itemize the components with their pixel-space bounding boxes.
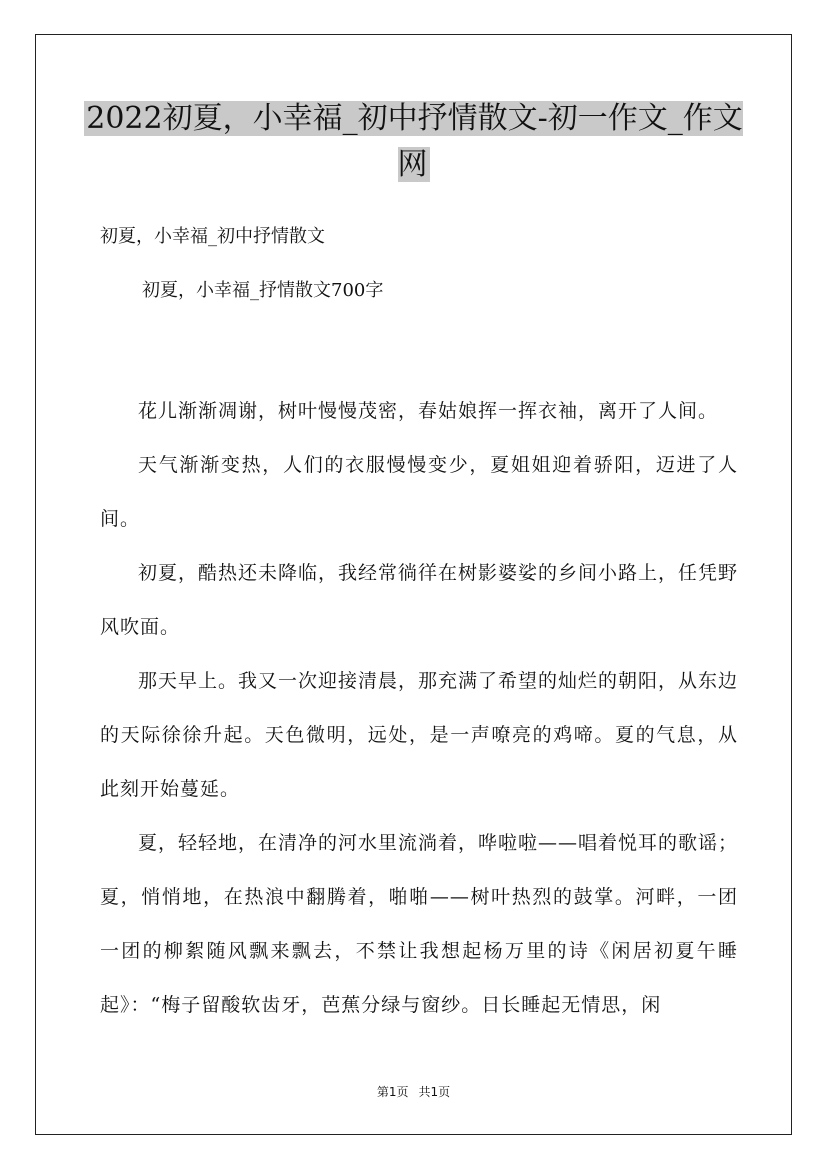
page-footer xyxy=(0,1084,827,1100)
title-highlight: 2022初夏，小幸福_初中抒情散文-初一作文_作文网 xyxy=(86,101,743,182)
page-number: 第1页 xyxy=(376,1085,409,1099)
document-intro: 初夏，小幸福_抒情散文700字 xyxy=(142,280,384,301)
page-total: 共1页 xyxy=(418,1085,451,1099)
paragraph: 初夏，酷热还未降临，我经常徜徉在树影婆娑的乡间小路上，任凭野风吹面。 xyxy=(100,562,739,638)
document-body xyxy=(100,384,738,1032)
paragraph: 那天早上。我又一次迎接清晨，那充满了希望的灿烂的朝阳，从东边的天际徐徐升起。天色微明，远处，是一声嘹亮的鸡啼。夏的气息，从此刻开始蔓延。 xyxy=(100,670,739,800)
paragraph: 花儿渐渐凋谢，树叶慢慢茂密，春姑娘挥一挥衣袖，离开了人间。 xyxy=(138,400,719,422)
document-title xyxy=(70,96,757,188)
paragraph: 天气渐渐变热，人们的衣服慢慢变少，夏姐姐迎着骄阳，迈进了人间。 xyxy=(100,454,738,530)
document-subtitle: 初夏，小幸福_初中抒情散文 xyxy=(100,226,325,247)
paragraph: 夏，轻轻地，在清净的河水里流淌着，哗啦啦——唱着悦耳的歌谣；夏，悄悄地，在热浪中翻腾着，啪啪——树叶热烈的鼓掌。河畔，一团一团的柳絮随风飘来飘去，不禁让我想起杨万里的诗《闲居初夏午睡起》：“梅子留酸软齿牙，芭蕉分绿与窗纱。日长睡起无情思，闲 xyxy=(100,832,739,1016)
